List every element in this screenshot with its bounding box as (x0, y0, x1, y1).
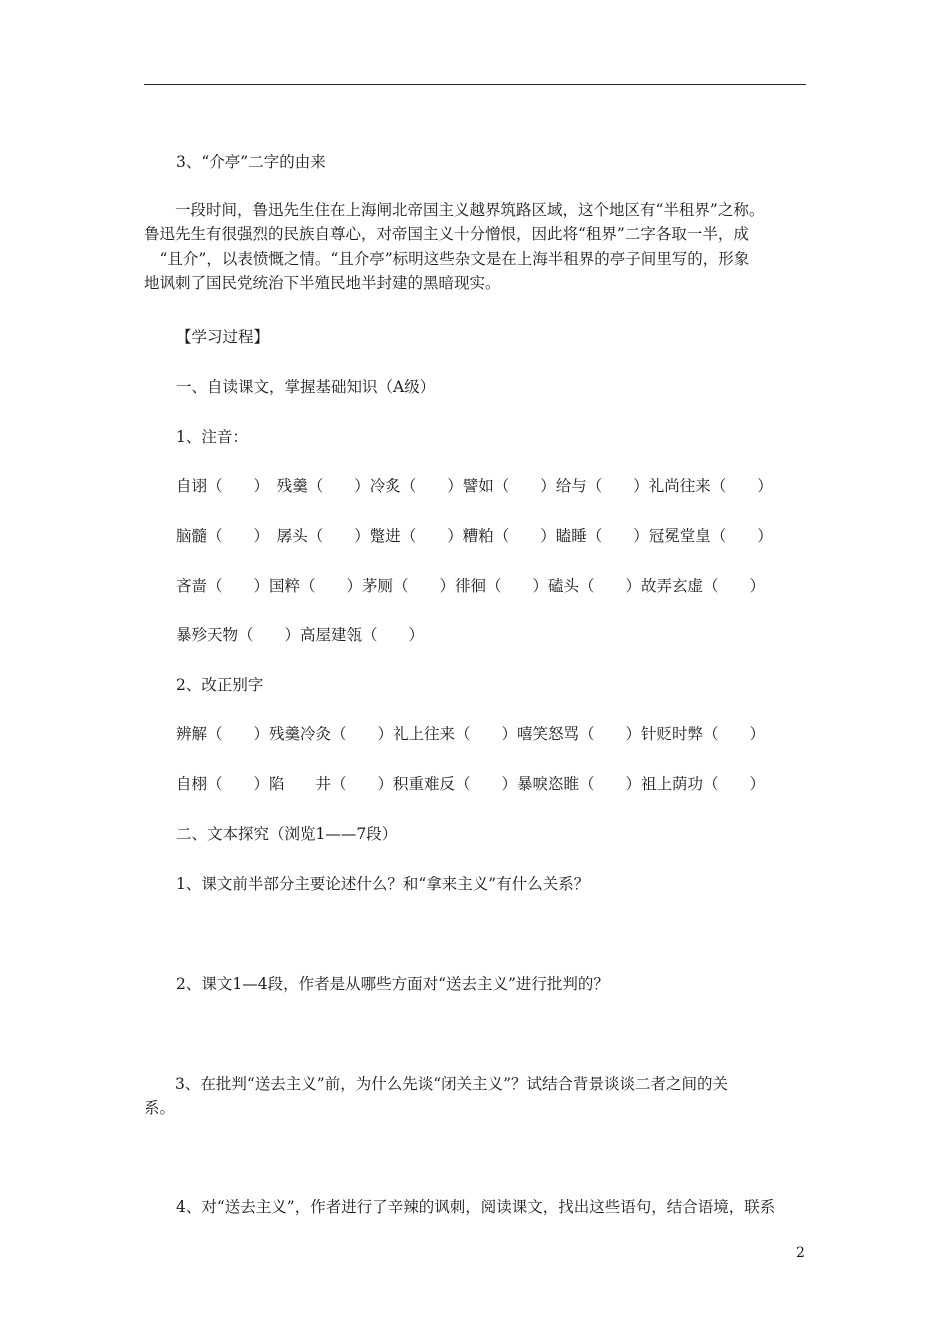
q1-heading: 1、注音： (176, 428, 248, 446)
study-process-heading: 【学习过程】 (176, 328, 270, 346)
q2-heading: 2、改正别字 (176, 676, 264, 694)
question-2: 2、课文1—4段，作者是从哪些方面对“送去主义”进行批判的？ (176, 975, 609, 993)
pinyin-row: 吝啬（ ）国粹（ ）茅厕（ ）徘徊（ ）磕头（ ）故弄玄虚（ ） (176, 577, 766, 595)
question-3 (144, 1072, 806, 1121)
page-number: 2 (796, 1245, 805, 1261)
section3-body-line: 鲁迅先生有很强烈的民族自尊心，对帝国主义十分憎恨，因此将“租界”二字各取一半，成 (144, 225, 749, 244)
question-3-line: 系。 (144, 1099, 176, 1118)
section3-body-line: “且介”，以表愤慨之情。“且介亭”标明这些杂文是在上海半租界的亭子间里写的，形象 (144, 249, 750, 268)
typo-row: 自栩（ ）陷 井（ ）积重难反（ ）暴唳恣睢（ ）祖上荫功（ ） (176, 775, 766, 793)
pinyin-row: 暴殄天物（ ）高屋建瓴（ ） (176, 626, 425, 644)
section3-body-line: 一段时间，鲁迅先生住在上海闸北帝国主义越界筑路区域，这个地区有“半租界”之称。 (144, 201, 765, 219)
pinyin-row: 自诩（ ） 残羹（ ）冷炙（ ）譬如（ ）给与（ ）礼尚往来（ ） (176, 477, 773, 495)
question-1: 1、课文前半部分主要论述什么？和“拿来主义”有什么关系？ (176, 875, 590, 893)
part2-heading: 二、文本探究（浏览1——7段） (176, 825, 398, 843)
pinyin-row: 脑髓（ ） 孱头（ ）蹩进（ ）糟粕（ ）瞌睡（ ）冠冕堂皇（ ） (176, 527, 773, 545)
part1-heading: 一、自读课文，掌握基础知识（A级） (176, 378, 436, 396)
header-rule (144, 84, 806, 85)
section3-body-line: 地讽刺了国民党统治下半殖民地半封建的黑暗现实。 (144, 273, 501, 292)
question-4: 4、对“送去主义”，作者进行了辛辣的讽刺，阅读课文，找出这些语句，结合语境，联系 (176, 1198, 776, 1216)
question-3-line: 3、在批判“送去主义”前，为什么先谈“闭关主义”？试结合背景谈谈二者之间的关 (144, 1075, 729, 1093)
typo-row: 辨解（ ）残羹冷灸（ ）礼上往来（ ）嘻笑怒骂（ ）针贬时弊（ ） (176, 725, 766, 743)
section3-body (144, 198, 806, 295)
section3-heading: 3、“介亭”二字的由来 (176, 153, 326, 171)
